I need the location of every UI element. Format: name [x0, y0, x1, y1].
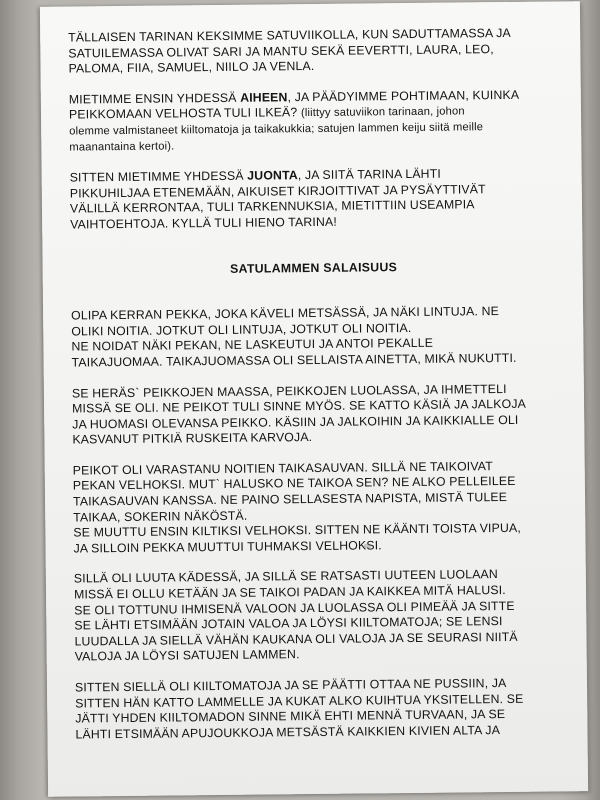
text-line: TÄLLAISEN TARINAN KEKSIMME SATUVIIKOLLA, KUN SADUTTAMASSA JA [68, 25, 511, 45]
story-title: SATULAMMEN SALAISUUS [230, 259, 398, 276]
text-line: SATUILEMASSA OLIVAT SARI JA MANTU SEKÄ EEVERTTI, LAURA, LEO, [68, 41, 494, 61]
text-line: TAIKAJUOMAA. TAIKAJUOMASSA OLI SELLAISTA AINETTA, MIKÄ NUKUTTI. [71, 350, 517, 370]
intro-paragraph-1 [68, 25, 554, 77]
text-run: PEIKKOMAAN VELHOSTA TULI ILKEÄ? [68, 105, 301, 122]
story-paragraph-3 [73, 458, 560, 557]
text-line: VAIHTOEHTOJA. KYLLÄ TULI HIENO TARINA! [70, 214, 337, 232]
text-line: OLIKI NOITIA. JOTKUT OLI LINTUJA, JOTKUT OLI NOITIA. [71, 320, 412, 339]
text-line: PEIKOT OLI VARASTANU NOITIEN TAIKASAUVAN. SILLÄ NE TAIKOIVAT [72, 459, 493, 478]
text-line: VALOJA JA LÖYSI SATUJEN LAMMEN. [74, 647, 300, 664]
paper-sheet [40, 1, 588, 797]
text-line: PEKAN VELHOKSI. MUT` HALUSKO NE TAIKOA SEN? NE ALKO PELLEILEE [72, 474, 516, 493]
story-paragraph-2 [72, 381, 559, 448]
text-line: SE LÄHTI ETSIMÄÄN JOTAIN VALOA JA LÖYSI KIILTOMATOJA; SE LENSI [74, 614, 503, 633]
text-run: (liittyy satuviikon tarinaan, johon [300, 105, 465, 120]
text-line: SILLÄ OLI LUUTA KÄDESSÄ, JA SILLÄ SE RATSASTI UUTEEN LUOLAAN [73, 567, 498, 586]
intro-paragraph-2 [69, 87, 556, 155]
text-run: , JA SIITÄ TARINA LÄHTI [297, 166, 441, 183]
text-line: LÄHTI ETSIMÄÄN APUJOUKKOJA METSÄSTÄ KAIKKIEN KIVIEN ALTA JA [75, 722, 501, 742]
text-line: NE NOIDAT NÄKI PEKAN, NE LASKEUTUI JA ANTOI PEKALLE [71, 336, 434, 354]
text-line: JA HUOMASI OLEVANSA PEIKKO. KÄSIIN JA JALKOIHIN JA KAIKKIALLE OLI [72, 412, 519, 432]
text-run: SITTEN MIETIMME YHDESSÄ [69, 168, 248, 185]
text-line: KASVANUT PITKIÄ RUSKEITA KARVOJA. [72, 430, 313, 447]
text-line: LUUDALLA JA SIELLÄ VÄHÄN KAUKANA OLI VALOJA JA SE SEURASI NIITÄ [74, 629, 518, 649]
topic-emphasis: AIHEEN [240, 90, 288, 105]
text-line: maanantaina kertoi). [69, 140, 175, 154]
text-line: MISSÄ SE OLI. NE PEIKOT TULI SINNE MYÖS. SE KATTO KÄSIÄ JA JALKOJA [72, 396, 527, 416]
text-run: , JA PÄÄDYIMME POHTIMAAN, KUINKA [287, 87, 520, 105]
text-line: OLIPA KERRAN PEKKA, JOKA KÄVELI METSÄSSÄ, JA NÄKI LINTUJA. NE [71, 304, 500, 323]
story-paragraph-4 [74, 567, 561, 666]
text-line: TAIKASAUVAN KANSSA. NE PAINO SELLASESTA NAPISTA, MISTÄ TULEE [72, 490, 508, 509]
text-line: TAIKAA, SOKERIN NÄKÖSTÄ. [73, 508, 248, 525]
story-paragraph-1 [71, 304, 558, 371]
intro-paragraph-3 [70, 166, 557, 233]
text-line: MISSÄ EI OLLU KETÄÄN JA SE TAIKOI PADAN JA KAIKKEA MITÄ HALUSI. [73, 583, 506, 602]
text-line: JA SILLOIN PEKKA MUUTTUI TUHMAKSI VELHOKSI. [73, 538, 382, 556]
text-line: PIKKUHILJAA ETENEMÄÄN, AIKUISET KIRJOITTIVAT JA PYSÄYTTIVÄT [69, 181, 486, 201]
document-text [68, 25, 562, 757]
plot-emphasis: JUONTA [247, 168, 298, 183]
text-line: SE OLI TOTTUNU IHMISENÄ VALOON JA LUOLASSA OLI PIMEÄÄ JA SITTE [74, 598, 515, 618]
text-line: JÄTTI YHDEN KIILTOMADON SINNE MIKÄ EHTI MENNÄ TURVAAN, JA SE [75, 707, 506, 726]
story-paragraph-5 [75, 675, 562, 742]
text-line: SE MUUTTU ENSIN KILTIKSI VELHOKSI. SITTEN NE KÄÄNTI TOISTA VIPUA, [73, 521, 521, 540]
text-line: SE HERÄS` PEIKKOJEN MAASSA, PEIKKOJEN LUOLASSA, JA IHMETTELI [71, 381, 507, 401]
text-line: SITTEN HÄN KATTO LAMMELLE JA KUKAT ALKO KUIHTUA YKSITELLEN. SE [75, 691, 524, 711]
text-line: PALOMA, FIIA, SAMUEL, NIILO JA VENLA. [68, 59, 315, 76]
text-line: VÄLILLÄ KERRONTAA, TULI TARKENNUKSIA, MIETITTIIN USEAMPIA [69, 197, 475, 216]
text-line: SITTEN SIELLÄ OLI KIILTOMATOJA JA SE PÄÄTTI OTTAA NE PUSSIIN, JA [74, 676, 507, 695]
text-line: olemme valmistaneet kiiltomatoja ja taikakukkia; satujen lammen keiju siitä meille [69, 121, 484, 138]
text-run: MIETIMME ENSIN YHDESSÄ [68, 90, 241, 107]
